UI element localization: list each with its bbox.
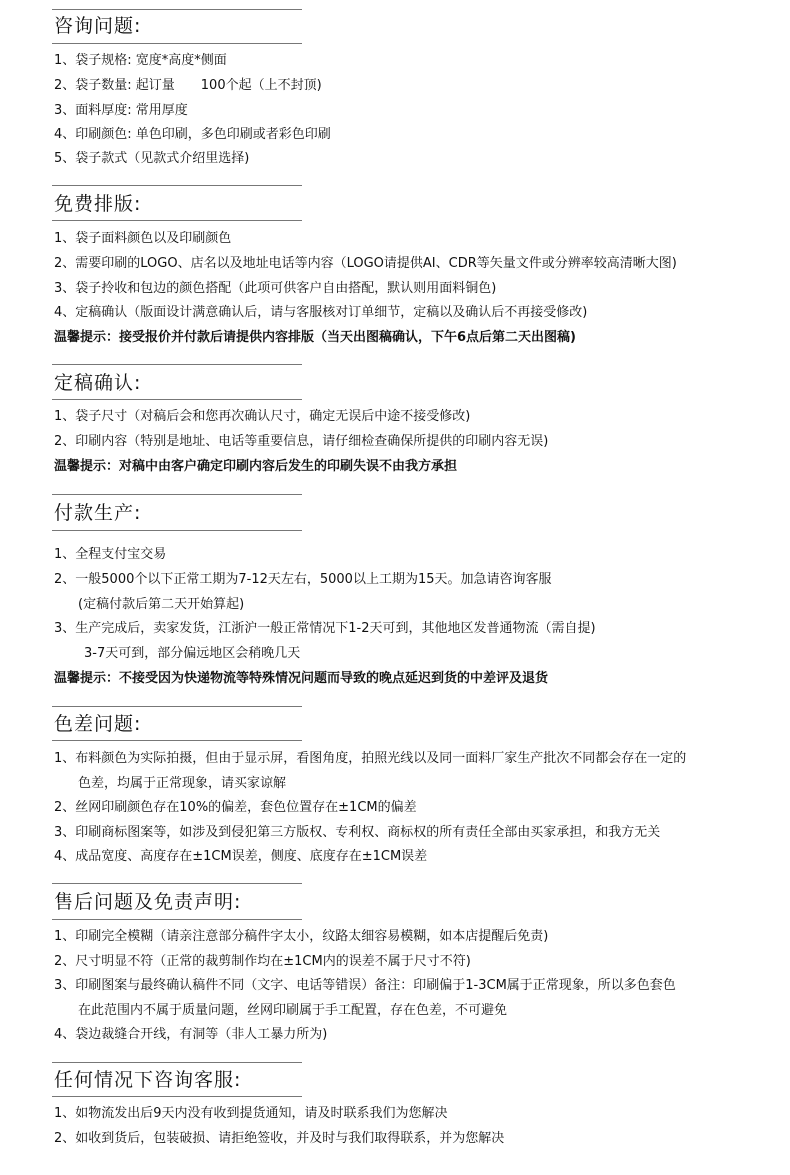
list-item: 2、一般5000个以下正常工期为7-12天左右，5000以上工期为15天。加急请咨询客服 xyxy=(54,572,552,587)
list-item: 2、如收到货后，包装破损、请拒绝签收，并及时与我们取得联系，并为您解决 xyxy=(54,1131,505,1146)
list-item: 1、布料颜色为实际拍摄，但由于显示屏，看图角度，拍照光线以及同一面料厂家生产批次不同都会存在一定的 xyxy=(54,751,687,766)
list-item: 1、印刷完全模糊（请亲注意部分稿件字太小，纹路太细容易模糊，如本店提醒后免责) xyxy=(54,929,549,944)
list-item: 2、袋子数量: 起订量 100个起（上不封顶) xyxy=(54,78,322,93)
list-item: 4、成品宽度、高度存在±1CM误差，侧度、底度存在±1CM误差 xyxy=(54,849,428,864)
section-divider-bottom xyxy=(52,530,302,531)
list-item: 1、袋子尺寸（对稿后会和您再次确认尺寸，确定无误后中途不接受修改) xyxy=(54,409,471,424)
section-divider-bottom xyxy=(52,399,302,400)
section-divider-top xyxy=(52,883,302,884)
list-item: 4、印刷颜色: 单色印刷，多色印刷或者彩色印刷 xyxy=(54,127,331,142)
list-item: 3、面料厚度: 常用厚度 xyxy=(54,103,188,118)
list-item: 3、生产完成后，卖家发货，江浙沪一般正常情况下1-2天可到，其他地区发普通物流（需自提) xyxy=(54,621,596,636)
section-divider-top xyxy=(52,9,302,10)
section-divider-top xyxy=(52,1062,302,1063)
section-divider-top xyxy=(52,364,302,365)
list-item: 2、需要印刷的LOGO、店名以及地址电话等内容（LOGO请提供AI、CDR等矢量文件或分辨率较高清晰大图) xyxy=(54,256,677,271)
tip-note: 温馨提示：不接受因为快递物流等特殊情况问题而导致的晚点延迟到货的中差评及退货 xyxy=(54,671,549,686)
section-title: 色差问题: xyxy=(54,713,142,735)
section-title: 售后问题及免责声明: xyxy=(54,891,242,913)
list-item: 1、袋子面料颜色以及印刷颜色 xyxy=(54,231,232,246)
section-title: 免费排版: xyxy=(54,193,142,215)
list-item: 3、袋子拎收和包边的颜色搭配（此项可供客户自由搭配，默认则用面料铜色) xyxy=(54,281,497,296)
list-item: 4、定稿确认（版面设计满意确认后，请与客服核对订单细节，定稿以及确认后不再接受修改) xyxy=(54,305,588,320)
section-divider-top xyxy=(52,185,302,186)
list-item: 2、丝网印刷颜色存在10%的偏差，套色位置存在±1CM的偏差 xyxy=(54,800,417,815)
list-item-continuation: 在此范围内不属于质量问题，丝网印刷属于手工配置，存在色差，不可避免 xyxy=(78,1003,508,1018)
section-divider-bottom xyxy=(52,43,302,44)
section-divider-bottom xyxy=(52,1096,302,1097)
list-item: 2、印刷内容（特别是地址、电话等重要信息，请仔细检查确保所提供的印刷内容无误) xyxy=(54,434,549,449)
list-item: 1、全程支付宝交易 xyxy=(54,547,167,562)
list-item: 3、印刷商标图案等，如涉及到侵犯第三方版权、专利权、商标权的所有责任全部由买家承担，和我方无关 xyxy=(54,825,661,840)
section-divider-top xyxy=(52,494,302,495)
section-divider-top xyxy=(52,706,302,707)
section-divider-bottom xyxy=(52,220,302,221)
list-item-continuation: (定稿付款后第二天开始算起) xyxy=(78,597,245,612)
list-item: 2、尺寸明显不符（正常的裁剪制作均在±1CM内的误差不属于尺寸不符) xyxy=(54,954,471,969)
list-item-continuation: 色差，均属于正常现象，请买家谅解 xyxy=(78,776,287,791)
section-title: 付款生产: xyxy=(54,502,142,524)
tip-note: 温馨提示：对稿中由客户确定印刷内容后发生的印刷失误不由我方承担 xyxy=(54,459,458,474)
section-title: 任何情况下咨询客服: xyxy=(54,1069,242,1091)
list-item: 1、袋子规格: 宽度*高度*侧面 xyxy=(54,53,227,68)
section-divider-bottom xyxy=(52,740,302,741)
list-item: 1、如物流发出后9天内没有收到提货通知，请及时联系我们为您解决 xyxy=(54,1106,448,1121)
list-item-continuation: 3-7天可到，部分偏远地区会稍晚几天 xyxy=(84,646,301,661)
section-title: 咨询问题: xyxy=(54,15,142,37)
tip-note: 温馨提示：接受报价并付款后请提供内容排版（当天出图稿确认，下午6点后第二天出图稿) xyxy=(54,330,576,345)
list-item: 5、袋子款式（见款式介绍里选择) xyxy=(54,151,250,166)
section-title: 定稿确认: xyxy=(54,372,142,394)
section-divider-bottom xyxy=(52,919,302,920)
list-item: 3、印刷图案与最终确认稿件不同（文字、电话等错误）备注：印刷偏于1-3CM属于正常现象，所以多色套色 xyxy=(54,978,676,993)
list-item: 4、袋边裁缝合开线，有洞等（非人工暴力所为) xyxy=(54,1027,328,1042)
